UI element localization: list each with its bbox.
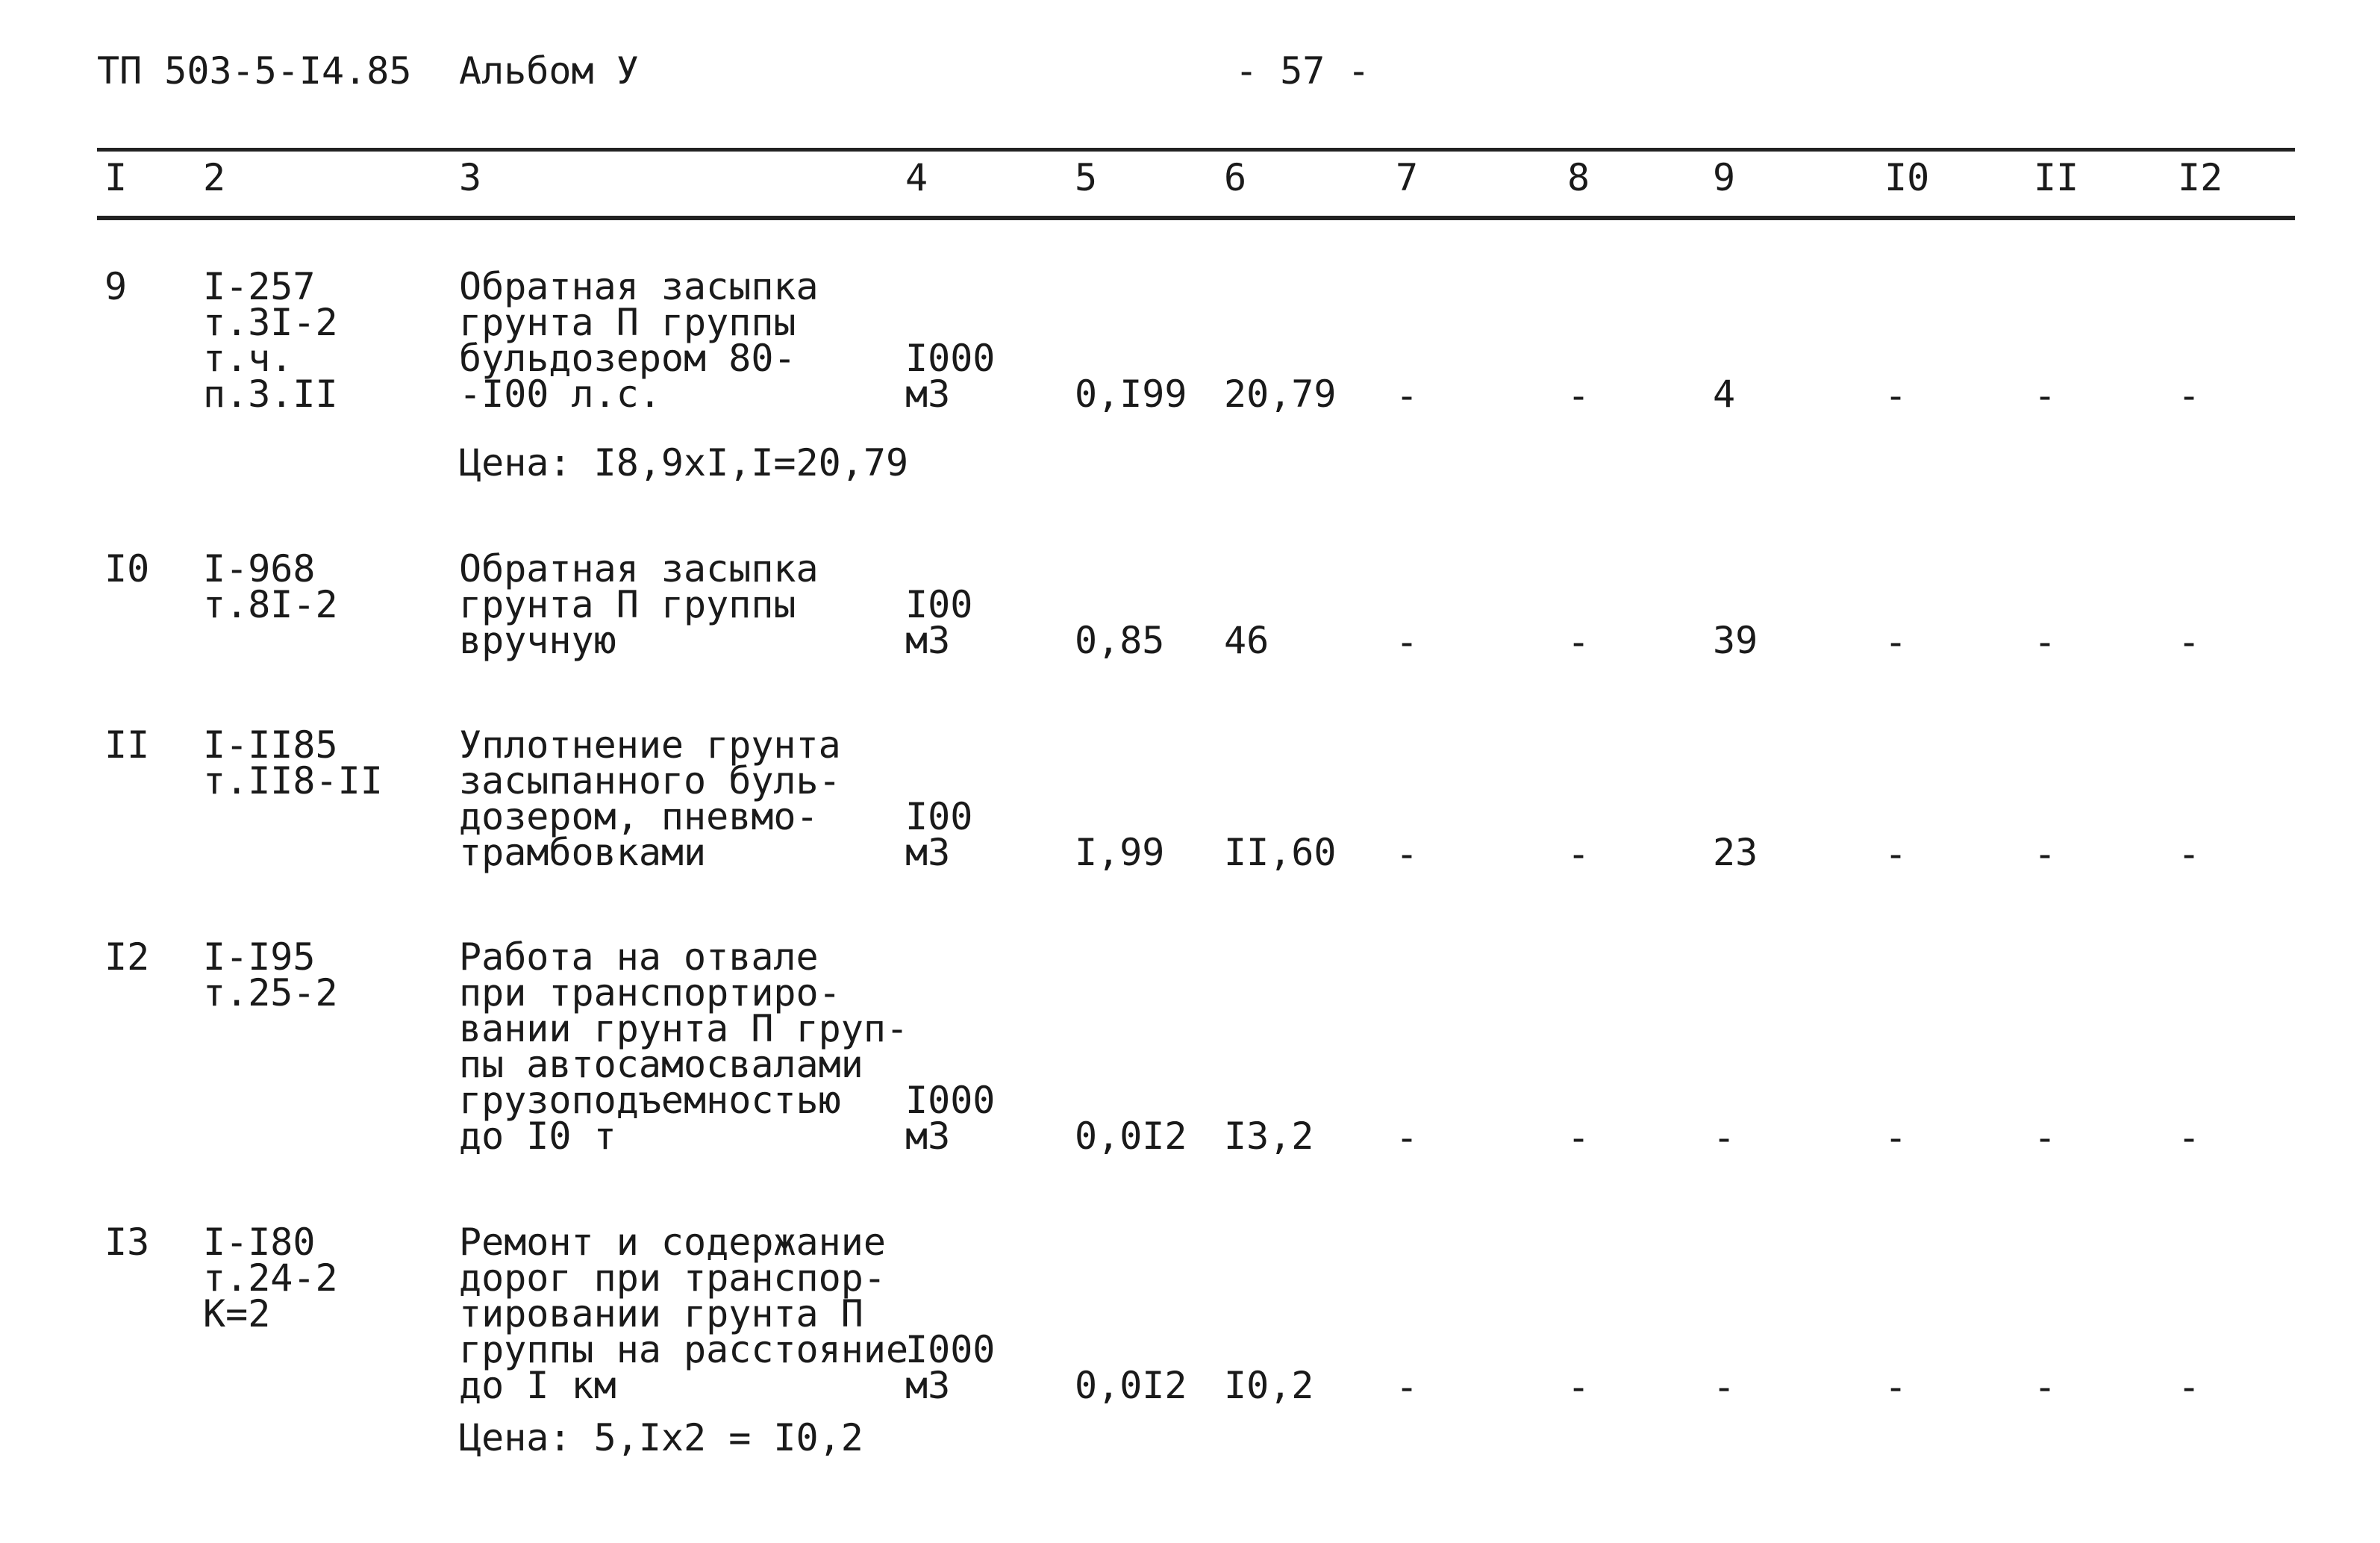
unit: I000 м3: [905, 337, 996, 416]
col10-value: -: [1884, 1116, 1908, 1159]
price-note: Цена: 5,Iх2 = I0,2: [459, 1416, 863, 1459]
col9-value: 23: [1713, 831, 1758, 874]
album-label: Альбом У: [459, 49, 639, 93]
row-number: II: [104, 723, 150, 767]
col11-value: -: [2034, 832, 2057, 876]
quantity: 0,I99: [1075, 372, 1187, 416]
col8-value: -: [1567, 620, 1590, 664]
price: II,60: [1224, 831, 1337, 874]
norm-code: I-257 т.3I-2 т.ч. п.3.II: [203, 265, 338, 416]
row-number: I2: [104, 935, 150, 979]
row-number: I0: [104, 547, 150, 590]
quantity: I,99: [1075, 831, 1165, 874]
column-number: 6: [1224, 156, 1247, 199]
column-number: I: [104, 156, 128, 199]
column-number: 7: [1396, 156, 1419, 199]
work-description: Уплотнение грунта засыпанного буль- дозером, пневмо- трамбовками: [459, 723, 841, 874]
col9-value: -: [1713, 1365, 1736, 1409]
price: 46: [1224, 619, 1269, 662]
col11-value: -: [2034, 620, 2057, 664]
col7-value: -: [1396, 832, 1419, 876]
quantity: 0,85: [1075, 619, 1165, 662]
col7-value: -: [1396, 374, 1419, 417]
col8-value: -: [1567, 374, 1590, 417]
work-description: Работа на отвале при транспортиро- вании грунта П груп- пы автосамосвалами грузоподъемностью до I0 т: [459, 935, 909, 1158]
work-description: Обратная засыпка грунта П группы вручную: [459, 547, 819, 662]
column-number: 3: [459, 156, 482, 199]
column-number: 5: [1075, 156, 1098, 199]
price: 20,79: [1224, 372, 1337, 416]
norm-code: I-I80 т.24-2 К=2: [203, 1221, 338, 1335]
col10-value: -: [1884, 832, 1908, 876]
column-number: I0: [1884, 156, 1930, 199]
col10-value: -: [1884, 374, 1908, 417]
column-number: 4: [905, 156, 928, 199]
column-number: I2: [2178, 156, 2223, 199]
col12-value: -: [2178, 374, 2201, 417]
norm-code: I-968 т.8I-2: [203, 547, 338, 626]
col7-value: -: [1396, 1365, 1419, 1409]
col12-value: -: [2178, 1365, 2201, 1409]
document-code: ТП 503-5-I4.85: [97, 49, 412, 93]
price: I3,2: [1224, 1115, 1314, 1158]
col8-value: -: [1567, 1365, 1590, 1409]
price-note: Цена: I8,9xI,I=20,79: [459, 441, 909, 484]
column-number: 9: [1713, 156, 1736, 199]
norm-code: I-I95 т.25-2: [203, 935, 338, 1014]
work-description: Ремонт и содержание дорог при транспор- тировании грунта П группы на расстояние до I км: [459, 1221, 909, 1407]
col8-value: -: [1567, 832, 1590, 876]
column-number: 8: [1567, 156, 1590, 199]
column-number: 2: [203, 156, 226, 199]
col10-value: -: [1884, 620, 1908, 664]
table-top-rule: [97, 148, 2295, 152]
unit: I000 м3: [905, 1328, 996, 1407]
col12-value: -: [2178, 832, 2201, 876]
col9-value: -: [1713, 1116, 1736, 1159]
col7-value: -: [1396, 1116, 1419, 1159]
page-number: - 57 -: [1235, 49, 1370, 93]
col12-value: -: [2178, 1116, 2201, 1159]
unit: I000 м3: [905, 1079, 996, 1158]
col8-value: -: [1567, 1116, 1590, 1159]
norm-code: I-II85 т.II8-II: [203, 723, 383, 802]
unit: I00 м3: [905, 795, 973, 874]
col11-value: -: [2034, 374, 2057, 417]
column-number: II: [2034, 156, 2079, 199]
col9-value: 39: [1713, 619, 1758, 662]
column-header-rule: [97, 216, 2295, 220]
work-description: Обратная засыпка грунта П группы бульдозером 80- -I00 л.с.: [459, 265, 819, 416]
row-number: I3: [104, 1221, 150, 1264]
col7-value: -: [1396, 620, 1419, 664]
col11-value: -: [2034, 1365, 2057, 1409]
col10-value: -: [1884, 1365, 1908, 1409]
price: I0,2: [1224, 1364, 1314, 1407]
unit: I00 м3: [905, 583, 973, 662]
row-number: 9: [104, 265, 128, 308]
quantity: 0,0I2: [1075, 1364, 1187, 1407]
col12-value: -: [2178, 620, 2201, 664]
col9-value: 4: [1713, 372, 1736, 416]
col11-value: -: [2034, 1116, 2057, 1159]
quantity: 0,0I2: [1075, 1115, 1187, 1158]
